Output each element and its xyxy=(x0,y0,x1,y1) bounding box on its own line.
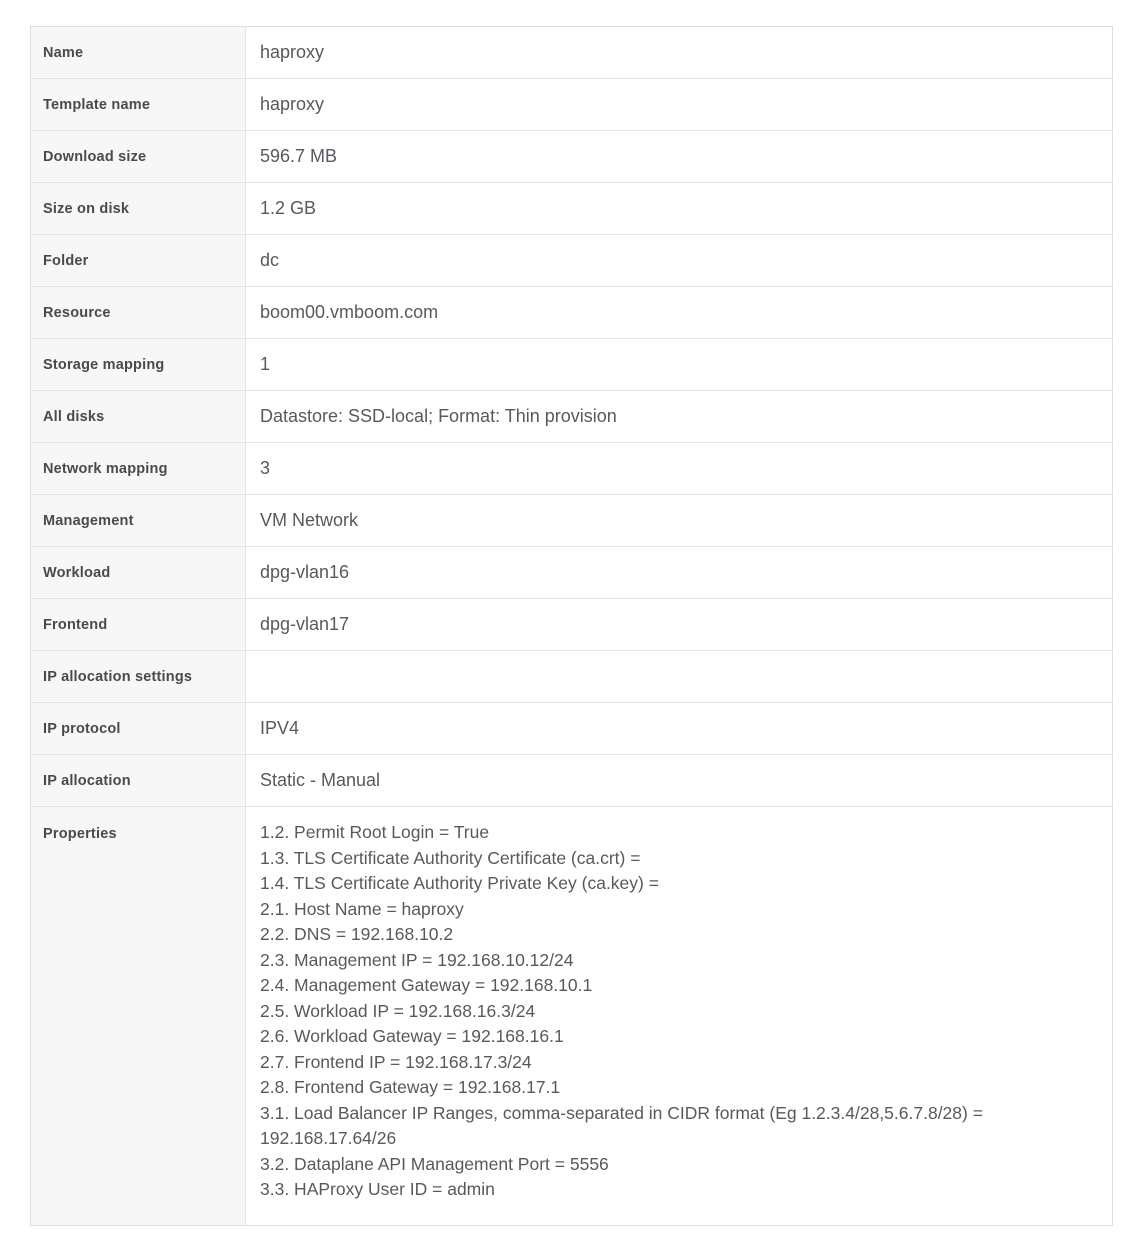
table-row xyxy=(31,703,1113,755)
property-item: 1.3. TLS Certificate Authority Certificate (ca.crt) = xyxy=(260,847,641,868)
row-label: Download size xyxy=(31,131,246,183)
row-value: 3 xyxy=(246,443,1113,495)
row-value: haproxy xyxy=(246,79,1113,131)
row-label: Management xyxy=(31,495,246,547)
row-value xyxy=(246,651,1113,703)
table-row xyxy=(31,651,1113,703)
row-label: Storage mapping xyxy=(31,339,246,391)
table-row xyxy=(31,183,1113,235)
property-item: 2.5. Workload IP = 192.168.16.3/24 xyxy=(260,1000,536,1021)
row-label: Template name xyxy=(31,79,246,131)
property-item: 2.2. DNS = 192.168.10.2 xyxy=(260,924,454,944)
row-value: Datastore: SSD-local; Format: Thin provision xyxy=(246,391,1113,443)
row-value: haproxy xyxy=(246,27,1113,79)
table-row xyxy=(31,287,1113,339)
row-label: IP allocation xyxy=(31,755,246,807)
table-row xyxy=(31,79,1113,131)
property-item: 2.7. Frontend IP = 192.168.17.3/24 xyxy=(260,1051,532,1072)
properties-list xyxy=(260,820,1098,1203)
table-row xyxy=(31,599,1113,651)
row-label: Network mapping xyxy=(31,443,246,495)
row-label: Properties xyxy=(31,807,246,1226)
property-item: 2.4. Management Gateway = 192.168.10.1 xyxy=(260,975,593,995)
row-label: Size on disk xyxy=(31,183,246,235)
summary-table-body xyxy=(31,27,1113,1226)
table-row xyxy=(31,755,1113,807)
row-value: 596.7 MB xyxy=(246,131,1113,183)
row-value: dpg-vlan16 xyxy=(246,547,1113,599)
row-label: All disks xyxy=(31,391,246,443)
table-row xyxy=(31,443,1113,495)
property-item: 3.3. HAProxy User ID = admin xyxy=(260,1179,495,1199)
property-item: 2.3. Management IP = 192.168.10.12/24 xyxy=(260,949,574,970)
row-value: 1.2 GB xyxy=(246,183,1113,235)
deployment-summary-table xyxy=(30,26,1113,1226)
row-label: Folder xyxy=(31,235,246,287)
row-label: Name xyxy=(31,27,246,79)
property-item: 2.1. Host Name = haproxy xyxy=(260,898,464,919)
row-value: boom00.vmboom.com xyxy=(246,287,1113,339)
table-row xyxy=(31,131,1113,183)
table-row xyxy=(31,339,1113,391)
row-label: Frontend xyxy=(31,599,246,651)
table-row xyxy=(31,391,1113,443)
row-value: dpg-vlan17 xyxy=(246,599,1113,651)
row-value: VM Network xyxy=(246,495,1113,547)
property-item: 1.4. TLS Certificate Authority Private Key (ca.key) = xyxy=(260,873,659,893)
row-label: Resource xyxy=(31,287,246,339)
property-item: 3.1. Load Balancer IP Ranges, comma-separated in CIDR format (Eg 1.2.3.4/28,5.6.7.8/28) = 192.168.17.64/26 xyxy=(260,1102,983,1148)
row-label: Workload xyxy=(31,547,246,599)
table-row-properties xyxy=(31,807,1113,1226)
row-value: dc xyxy=(246,235,1113,287)
row-value: Static - Manual xyxy=(246,755,1113,807)
property-item: 2.6. Workload Gateway = 192.168.16.1 xyxy=(260,1026,564,1046)
table-row xyxy=(31,27,1113,79)
row-label: IP protocol xyxy=(31,703,246,755)
empty-value xyxy=(260,664,1098,688)
table-row xyxy=(31,495,1113,547)
table-row xyxy=(31,547,1113,599)
row-value: IPV4 xyxy=(246,703,1113,755)
table-row xyxy=(31,235,1113,287)
row-value: 1 xyxy=(246,339,1113,391)
row-label: IP allocation settings xyxy=(31,651,246,703)
property-item: 1.2. Permit Root Login = True xyxy=(260,822,490,842)
row-value-properties xyxy=(246,807,1113,1226)
property-item: 2.8. Frontend Gateway = 192.168.17.1 xyxy=(260,1077,561,1097)
property-item: 3.2. Dataplane API Management Port = 5556 xyxy=(260,1153,609,1174)
